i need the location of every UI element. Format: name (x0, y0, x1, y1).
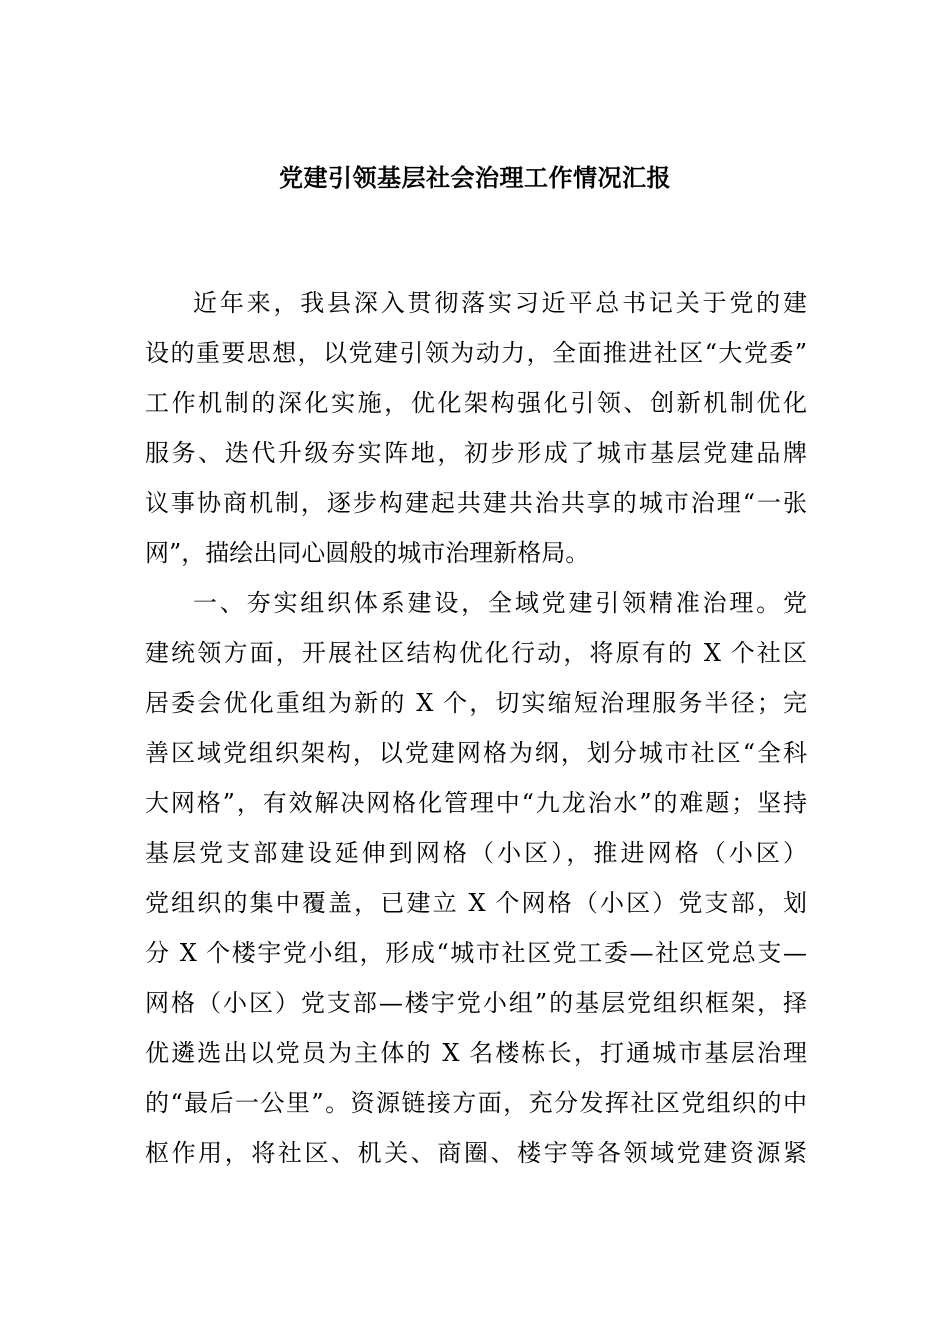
paragraph-1-line-1: 近年来，我县深入贯彻落实习近平总书记关于党的建 (193, 289, 807, 317)
paragraph-2-line-6: 基层党支部建设延伸到网格（小区），推进网格（小区） (145, 839, 807, 867)
document-title: 党建引领基层社会治理工作情况汇报 (279, 164, 671, 192)
paragraph-2-line-2: 建统领方面，开展社区结构优化行动，将原有的 X 个社区 (145, 639, 807, 667)
paragraph-1-line-2: 设的重要思想，以党建引领为动力，全面推进社区“大党委” (145, 339, 807, 367)
paragraph-2-line-10: 优遴选出以党员为主体的 X 名楼栋长，打通城市基层治理 (145, 1039, 807, 1067)
paragraph-1-line-3: 工作机制的深化实施，优化架构强化引领、创新机制优化 (145, 389, 807, 417)
paragraph-2-line-8: 分 X 个楼宇党小组，形成“城市社区党工委—社区党总支— (145, 939, 807, 967)
paragraph-2-line-5: 大网格”，有效解决网格化管理中“九龙治水”的难题；坚持 (145, 789, 807, 817)
paragraph-1-line-6: 网”，描绘出同心圆般的城市治理新格局。 (145, 539, 590, 567)
paragraph-2-line-11: 的“最后一公里”。资源链接方面，充分发挥社区党组织的中 (145, 1089, 807, 1117)
paragraph-2-line-4: 善区域党组织架构，以党建网格为纲，划分城市社区“全科 (145, 739, 807, 767)
paragraph-1-line-4: 服务、迭代升级夯实阵地，初步形成了城市基层党建品牌 (145, 439, 807, 467)
document-body (145, 278, 807, 1178)
paragraph-2-line-12: 枢作用，将社区、机关、商圈、楼宇等各领域党建资源紧 (145, 1139, 807, 1167)
paragraph-2-line-3: 居委会优化重组为新的 X 个，切实缩短治理服务半径；完 (145, 689, 807, 717)
paragraph-2-line-7: 党组织的集中覆盖，已建立 X 个网格（小区）党支部，划 (145, 889, 807, 917)
paragraph-2-line-1: 一、夯实组织体系建设，全域党建引领精准治理。党 (193, 589, 807, 617)
paragraph-2-line-9: 网格（小区）党支部—楼宇党小组”的基层党组织框架，择 (145, 989, 807, 1017)
paragraph-1-line-5: 议事协商机制，逐步构建起共建共治共享的城市治理“一张 (145, 489, 807, 517)
